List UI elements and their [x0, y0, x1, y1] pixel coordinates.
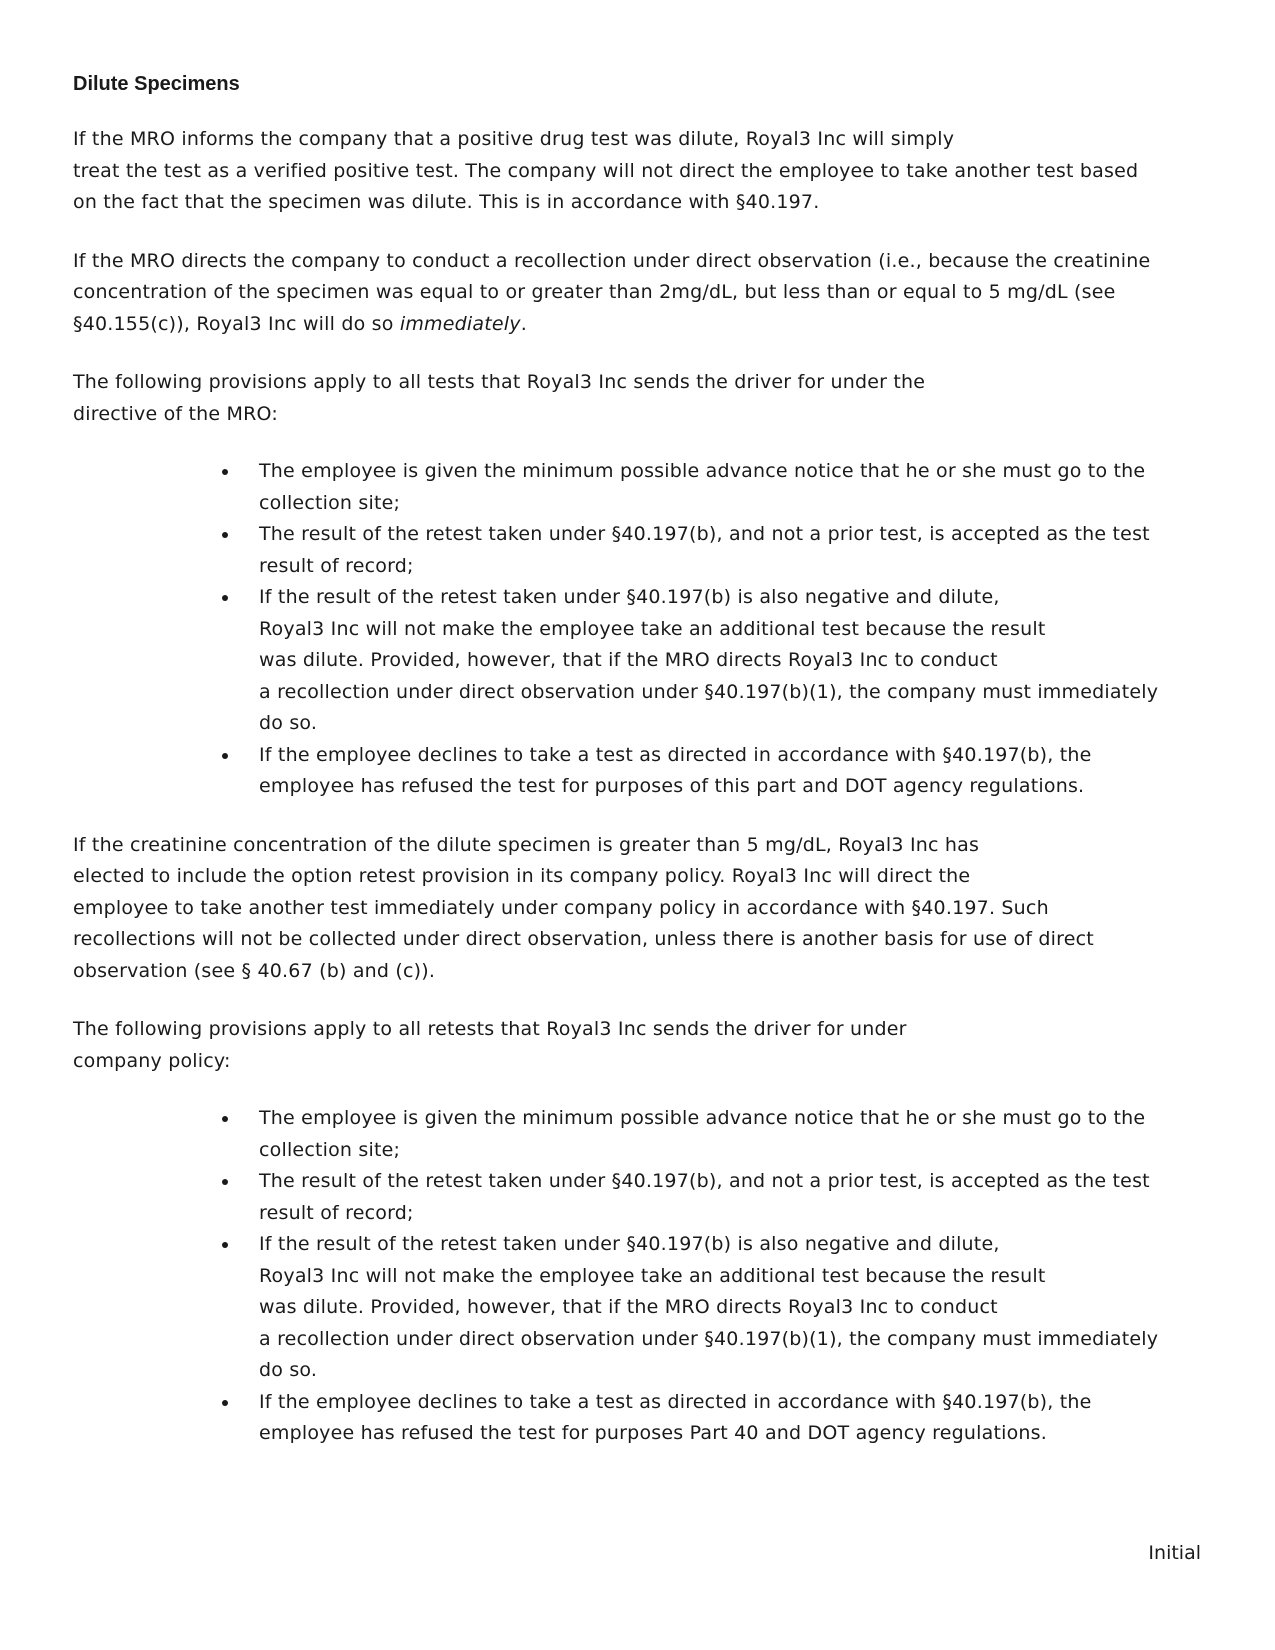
text-line: If the employee declines to take a test as directed in accordance with §40.197(b), the — [259, 743, 1092, 766]
document-page — [73, 70, 1213, 1477]
text-line: collection site; — [259, 1138, 401, 1161]
text-line: a recollection under direct observation under §40.197(b)(1), the company must immediately — [259, 1327, 1159, 1350]
bullet-icon — [222, 1400, 228, 1406]
text-line: employee to take another test immediately under company policy in accordance with §40.197. Such — [73, 896, 1049, 919]
text-fragment: . — [520, 312, 527, 335]
bullet-icon — [222, 753, 228, 759]
mro-provisions-list — [73, 456, 1213, 803]
text-line: result of record; — [259, 554, 414, 577]
company-provisions-list — [73, 1103, 1213, 1450]
text-line: do so. — [259, 712, 318, 734]
text-line: If the creatinine concentration of the dilute specimen is greater than 5 mg/dL, Royal3 Inc has — [73, 833, 980, 856]
text-line: employee has refused the test for purposes Part 40 and DOT agency regulations. — [259, 1422, 1047, 1444]
list-item — [222, 1229, 1213, 1387]
paragraph-retest-option — [73, 830, 1213, 988]
section-heading: Dilute Specimens — [73, 73, 240, 95]
list-item — [222, 456, 1213, 519]
bullet-icon — [222, 532, 228, 538]
paragraph-company-provisions-intro — [73, 1014, 1213, 1077]
text-line: recollections will not be collected under direct observation, unless there is another basis for use of direct — [73, 928, 1094, 950]
text-line: result of record; — [259, 1201, 414, 1224]
list-item — [222, 1103, 1213, 1166]
text-line: employee has refused the test for purposes of this part and DOT agency regulations. — [259, 775, 1085, 797]
list-item — [222, 1166, 1213, 1229]
list-item — [222, 1387, 1213, 1450]
paragraph-mro-provisions-intro — [73, 367, 1213, 430]
text-line: If the employee declines to take a test as directed in accordance with §40.197(b), the — [259, 1390, 1092, 1413]
initial-label: Initial — [1148, 1542, 1201, 1564]
text-line: If the result of the retest taken under §40.197(b) is also negative and dilute, — [259, 1233, 1000, 1255]
bullet-icon — [222, 1179, 228, 1185]
text-line — [73, 309, 1213, 341]
text-line: do so. — [259, 1359, 318, 1381]
bullet-icon — [222, 469, 228, 475]
text-line: Royal3 Inc will not make the employee take an additional test because the result — [259, 617, 1046, 640]
list-item — [222, 740, 1213, 803]
text-line: The result of the retest taken under §40.197(b), and not a prior test, is accepted as the test — [259, 1170, 1150, 1192]
bullet-icon — [222, 595, 228, 601]
text-fragment: §40.155(c)), Royal3 Inc will do so — [73, 312, 400, 335]
text-line: on the fact that the specimen was dilute. This is in accordance with §40.197. — [73, 191, 820, 213]
list-item — [222, 582, 1213, 740]
text-line: The employee is given the minimum possible advance notice that he or she must go to the — [259, 1107, 1146, 1129]
bullet-icon — [222, 1242, 228, 1248]
text-line: If the MRO informs the company that a positive drug test was dilute, Royal3 Inc will simply — [73, 128, 955, 150]
text-line: was dilute. Provided, however, that if the MRO directs Royal3 Inc to conduct — [259, 1296, 998, 1318]
text-line: concentration of the specimen was equal to or greater than 2mg/dL, but less than or equal to 5 mg/dL (see — [73, 281, 1116, 303]
bullet-icon — [222, 1116, 228, 1122]
list-item — [222, 519, 1213, 582]
text-line: If the result of the retest taken under §40.197(b) is also negative and dilute, — [259, 586, 1000, 608]
emphasis-text: immediately — [399, 312, 521, 335]
text-line: directive of the MRO: — [73, 402, 278, 425]
text-line: elected to include the option retest provision in its company policy. Royal3 Inc will direct the — [73, 865, 971, 887]
text-line: The following provisions apply to all tests that Royal3 Inc sends the driver for under the — [73, 371, 926, 393]
text-line: If the MRO directs the company to conduct a recollection under direct observation (i.e., because the creatinine — [73, 249, 1151, 272]
text-line: company policy: — [73, 1049, 231, 1072]
paragraph-recollection — [73, 246, 1213, 341]
text-line: treat the test as a verified positive test. The company will not direct the employee to take another test based — [73, 159, 1139, 182]
paragraph-dilute-positive — [73, 124, 1213, 219]
text-line: observation (see § 40.67 (b) and (c)). — [73, 959, 436, 982]
text-line: Royal3 Inc will not make the employee take an additional test because the result — [259, 1264, 1046, 1287]
text-line: The result of the retest taken under §40.197(b), and not a prior test, is accepted as the test — [259, 523, 1150, 545]
text-line: was dilute. Provided, however, that if the MRO directs Royal3 Inc to conduct — [259, 649, 998, 671]
text-line: a recollection under direct observation under §40.197(b)(1), the company must immediately — [259, 680, 1159, 703]
text-line: The following provisions apply to all retests that Royal3 Inc sends the driver for under — [73, 1018, 907, 1040]
text-line: The employee is given the minimum possible advance notice that he or she must go to the — [259, 460, 1146, 482]
text-line: collection site; — [259, 491, 401, 514]
